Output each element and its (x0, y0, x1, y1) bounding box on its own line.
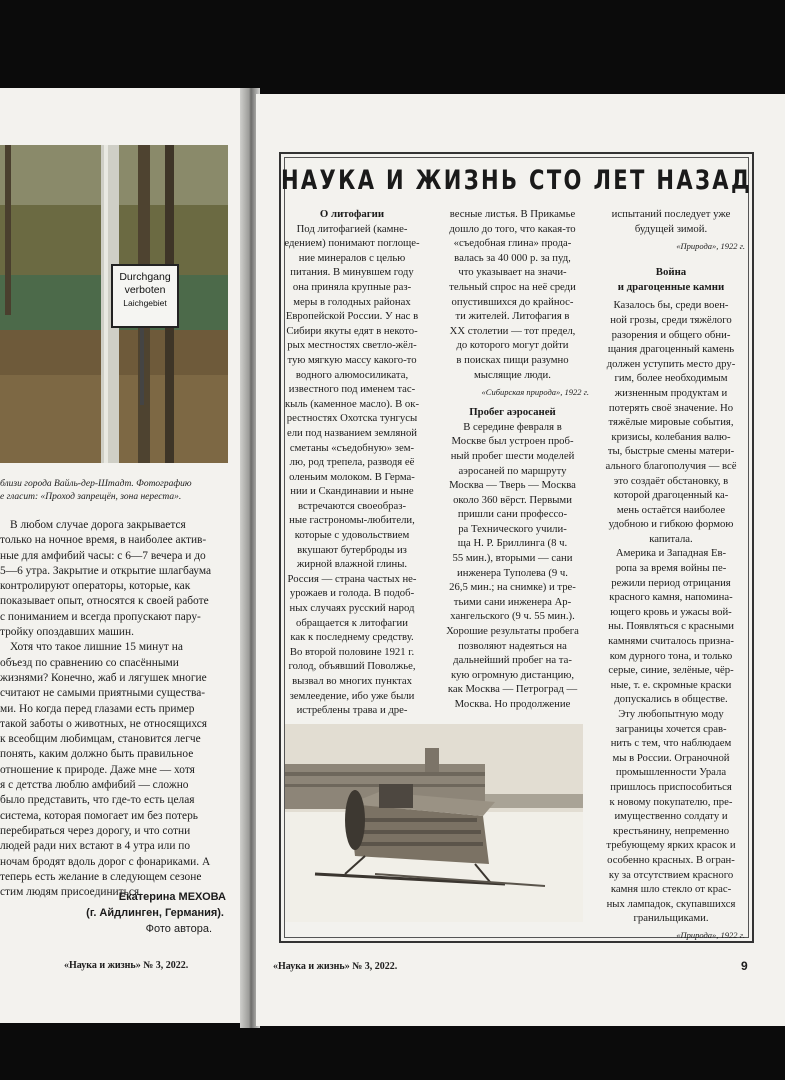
text-line: дальнейший пробег на та- (453, 654, 572, 667)
author-place: (г. Айдлинген, Германия). (86, 907, 224, 919)
text-line: испытаний последует уже (611, 208, 731, 220)
text-line: ных лампадок, скупавшихся (606, 897, 736, 910)
body-line: перебираться через дорогу, и что сотни (0, 824, 191, 837)
sign-line-1: Durchgang (119, 271, 171, 283)
text-line: Казалось бы, среди воен- (613, 299, 729, 312)
text-line: ты, быстрые смены матери- (607, 445, 735, 458)
body-line: В любом случае дорога закрывается (10, 519, 186, 531)
text-line: гранильщиками. (633, 912, 709, 925)
heading-aerosleds: Пробег аэросаней (469, 406, 556, 419)
right-footer: «Наука и жизнь» № 3, 2022. (273, 961, 398, 972)
text-line: к новому покупателю, пре- (609, 795, 733, 808)
text-line: что указывает на значи- (458, 266, 567, 279)
text-line: пришли сани профессо- (457, 508, 568, 521)
text-line: водного алюмосиликата, (295, 368, 409, 381)
text-line: удобною и гибкою формою (608, 518, 734, 531)
body-line: ночам бродят вдоль дорог с фонариками. А (0, 855, 211, 868)
text-line: ные, т. е. скромные краски (610, 678, 732, 691)
text-line: ели под названием земляной (286, 426, 418, 439)
text-line: особенно красных. В огран- (607, 853, 735, 866)
text-line: ком дурного тона, и только (609, 649, 733, 662)
text-line: в поисках пищи разумно (456, 353, 569, 366)
text-line: режили период отрицания (611, 576, 731, 589)
text-line: Европейской России. У нас в (285, 310, 419, 323)
text-line: красного камня, напомина- (609, 591, 733, 604)
body-line: я с детства люблю амфибий — сложно (0, 779, 189, 792)
text-line: голод, объявший Поволжье, (288, 660, 416, 673)
body-line: только на ночное время, в наиболее актив- (0, 534, 207, 547)
column-lithophagy (277, 207, 427, 718)
body-line: ми. Но когда перед глазами есть пример (0, 702, 195, 715)
text-line: кую огромную дистанцию, (451, 668, 574, 681)
left-page (0, 88, 244, 1023)
text-line: обращается к литофагии (296, 616, 408, 629)
body-line: такой заботы о животных, не относящихся (0, 717, 208, 730)
body-line: к всеобщим любимцам, становится легче (0, 733, 201, 746)
text-line: разорения и общего обни- (611, 328, 731, 341)
toad-crossing-sign-photo (0, 145, 228, 463)
text-line: опустившихся до крайнос- (451, 295, 574, 308)
text-line: 55 мин.), вторыми — сани (452, 552, 573, 565)
sign-line-2: verboten (124, 284, 166, 296)
text-line: ющего кровь и ужасы вой- (610, 605, 732, 618)
body-line: с пониманием и всегда пропускают пару- (0, 610, 201, 623)
aerosled-illustration (285, 724, 583, 922)
text-line: Америка и Западная Ев- (615, 547, 727, 560)
masthead-title: НАУКА И ЖИЗНЬ СТО ЛЕТ НАЗАД (280, 164, 753, 196)
text-line: потерять своё значение. Но (608, 401, 734, 414)
text-line: Под литофагией (камне- (296, 222, 408, 235)
text-line: ние минералов с целью (298, 251, 406, 264)
history-column-frame (279, 152, 754, 943)
text-line: серые, синие, зелёные, чёр- (608, 664, 734, 677)
text-line: ра Технического учили- (458, 522, 567, 535)
text-line: заграницы хочется срав- (615, 722, 727, 735)
heading-gems: и драгоценные камни (617, 280, 725, 293)
text-line: ща Н. Р. Бриллинга (8 ч. (457, 537, 568, 550)
text-line: допускались в обществе. (614, 693, 728, 706)
text-line: щания драгоценный камень (607, 343, 735, 356)
text-line: мень остаётся наиболее (616, 503, 726, 516)
text-line: жирной влажной глины. (296, 558, 408, 571)
text-line: крестьянину, непременно (612, 824, 730, 837)
photo-caption-line-2: е гласит: «Проход запрещён, зона нереста». (0, 492, 182, 502)
text-line: жизненным продуктам и (614, 386, 728, 399)
body-line: считают не самыми приятными существа- (0, 687, 206, 700)
body-line: система, которая помогает им без потерь (0, 809, 198, 822)
text-line: Сибири якуты едят в некото- (286, 324, 418, 337)
body-line: объезд по сравнению со спасёнными (0, 656, 179, 669)
body-line: было представить, что где-то есть целая (0, 794, 195, 807)
text-line: она приняла крупные раз- (292, 280, 412, 293)
text-line: это создаёт обстановку, в (613, 474, 729, 487)
text-line: тяжёлые мировые события, (608, 416, 734, 429)
text-line: землеедение, ибо уже были (289, 689, 415, 702)
sign-line-3: Laichgebiet (123, 298, 167, 308)
photo-credit: Фото автора. (145, 923, 212, 935)
text-line: ной грозы, среди тяжёлого (610, 313, 732, 326)
body-line: показывает опыт, относятся к своей работе (0, 595, 209, 608)
text-line: В середине февраля в (463, 420, 562, 433)
body-line: жизнями? Конечно, жаб и лягушек многие (0, 671, 207, 684)
text-line: требующему ярких красок и (606, 839, 736, 852)
text-line: кризисы, колебания валю- (611, 430, 731, 443)
source-siberian-nature: «Сибирская природа», 1922 г. (481, 387, 589, 398)
heading-war: Война (655, 266, 687, 279)
body-line: Хотя что такое лишние 15 минут на (10, 641, 183, 654)
text-line: рых местностях светло-жёл- (287, 339, 417, 352)
text-line: Москва — Тверь — Москва (449, 479, 576, 492)
body-line: понять, каким должно быть правильное (0, 748, 194, 761)
text-line: рестностях Охотска тунгусы (286, 412, 418, 425)
body-line: отношение к природе. Даже мне — хотя (0, 763, 195, 776)
text-line: вызвал во многих пунктах (292, 675, 412, 687)
heading-lithophagy: О литофагии (319, 208, 385, 220)
text-line: Москва. Но продолжение (454, 698, 571, 710)
column-aerosleds (436, 207, 589, 712)
text-line: Эту любопытную моду (618, 708, 724, 720)
text-line: урожаев и голода. В подоб- (289, 587, 415, 600)
text-line: питания. В минувшем году (290, 266, 414, 279)
text-line: ные гастрономы-любители, (289, 514, 415, 527)
body-line: стим людям присоединиться. (0, 886, 142, 899)
text-line: вкушают бутерброды из (297, 543, 407, 556)
body-line: тройку опоздавших машин. (0, 626, 134, 639)
text-line: ропа за время войны пе- (615, 562, 727, 575)
left-footer: «Наука и жизнь» № 3, 2022. (64, 960, 189, 971)
text-line: должен уступить место дру- (606, 357, 736, 370)
text-line: как к последнему средству. (290, 631, 414, 644)
body-line: людей ради них встают в 4 утра или по (0, 840, 191, 853)
body-line: 5—6 утра. Закрытие и открытие шлагбаума (0, 564, 212, 577)
text-line: которые с удовольствием (294, 529, 410, 542)
text-line: Москве был устроен проб- (451, 435, 574, 448)
text-line: Хорошие результаты пробега (446, 625, 579, 638)
text-line: будущей зимой. (634, 222, 708, 235)
text-line: меры в голодных районах (293, 295, 411, 308)
text-line: до которого могут дойти (456, 339, 569, 352)
text-line: Во второй половине 1921 г. (289, 645, 415, 658)
author-name: Екатерина МЕХОВА (118, 891, 226, 903)
body-line: ные для амфибий часы: с 6—7 вечера и до (0, 549, 206, 562)
text-line: мы в России. Ограночной (612, 751, 730, 764)
source-nature: «Природа», 1922 г. (676, 929, 745, 940)
text-line: сметаны «съедобную» зем- (289, 441, 415, 454)
body-line: теперь есть желание в следующем сезоне (0, 870, 202, 883)
text-line: пришлось приспособиться (610, 780, 732, 793)
text-line: тую мягкую массу какого-то (287, 353, 417, 366)
column-gems (597, 207, 745, 942)
text-line: ти жителей. Литофагия в (455, 310, 570, 323)
text-line: около 360 вёрст. Первыми (453, 493, 572, 506)
text-line: хангельского (9 ч. 55 мин.). (450, 610, 575, 623)
text-line: ку за отсутствием красного (608, 868, 734, 881)
text-line: «съедобная глина» прода- (453, 237, 572, 250)
aerosled-photo (285, 724, 583, 922)
text-line: дошло до того, что какая-то (449, 222, 576, 235)
text-line: кыль (каменное масло). В ок- (284, 397, 420, 410)
source-armored-affairs: «Природа», 1922 г. (676, 241, 745, 252)
page-number: 9 (741, 959, 748, 973)
text-line: ных случаях русский народ (289, 602, 415, 615)
text-line: гим, более необходимым (614, 372, 728, 385)
text-line: как Москва — Петроград — (447, 683, 578, 696)
text-line: мыслящие люди. (474, 368, 551, 381)
text-line: едением) понимают поглоще- (284, 237, 420, 250)
text-line: камнями считалось призна- (608, 635, 734, 648)
text-line: 26,5 мин.; на снимке) и тре- (449, 581, 576, 594)
text-line: известного под именем тас- (288, 383, 416, 396)
text-line: лю, род трепела, разводя её (289, 456, 415, 469)
article-body (0, 518, 222, 900)
text-line: оленьим молоком. В Герма- (289, 470, 415, 483)
text-line: ный пробег шести моделей (450, 449, 575, 462)
text-line: имущественно солдату и (614, 810, 728, 823)
text-line: камня шло стекло от крас- (610, 883, 732, 896)
text-line: ального благополучия — всё (605, 459, 737, 472)
text-line: капитала. (649, 532, 693, 545)
text-line: тельный спрос на неё среди (449, 280, 576, 293)
text-line: позволяют надеяться на (458, 639, 567, 652)
text-line: Россия — страна частых не- (287, 572, 417, 585)
text-line: нии и Скандинавии и ныне (290, 485, 414, 498)
text-line: нить с тем, что наблюдаем (610, 737, 732, 750)
text-line: встречаются своеобраз- (297, 499, 407, 512)
text-line: тьими сани инженера Ар- (453, 595, 572, 608)
text-line: инженера Туполева (9 ч. (457, 566, 568, 579)
photo-caption-line-1: близи города Вайль-дер-Штадт. Фотографию (0, 479, 192, 489)
text-line: которой драгоценный ка- (613, 489, 729, 502)
text-line: валась за 40 000 р. за пуд, (454, 251, 571, 264)
text-line: весные листья. В Прикамье (449, 208, 576, 220)
text-line: аэросаней по маршруту (458, 464, 567, 477)
body-line: контролируют операторы, которые, как (0, 580, 191, 593)
text-line: XX столетии — тот предел, (449, 324, 576, 337)
text-line: ны. Появляться с красными (608, 620, 734, 633)
text-line: промышленности Урала (615, 766, 727, 779)
text-line: истреблены трава и дре- (296, 704, 408, 717)
